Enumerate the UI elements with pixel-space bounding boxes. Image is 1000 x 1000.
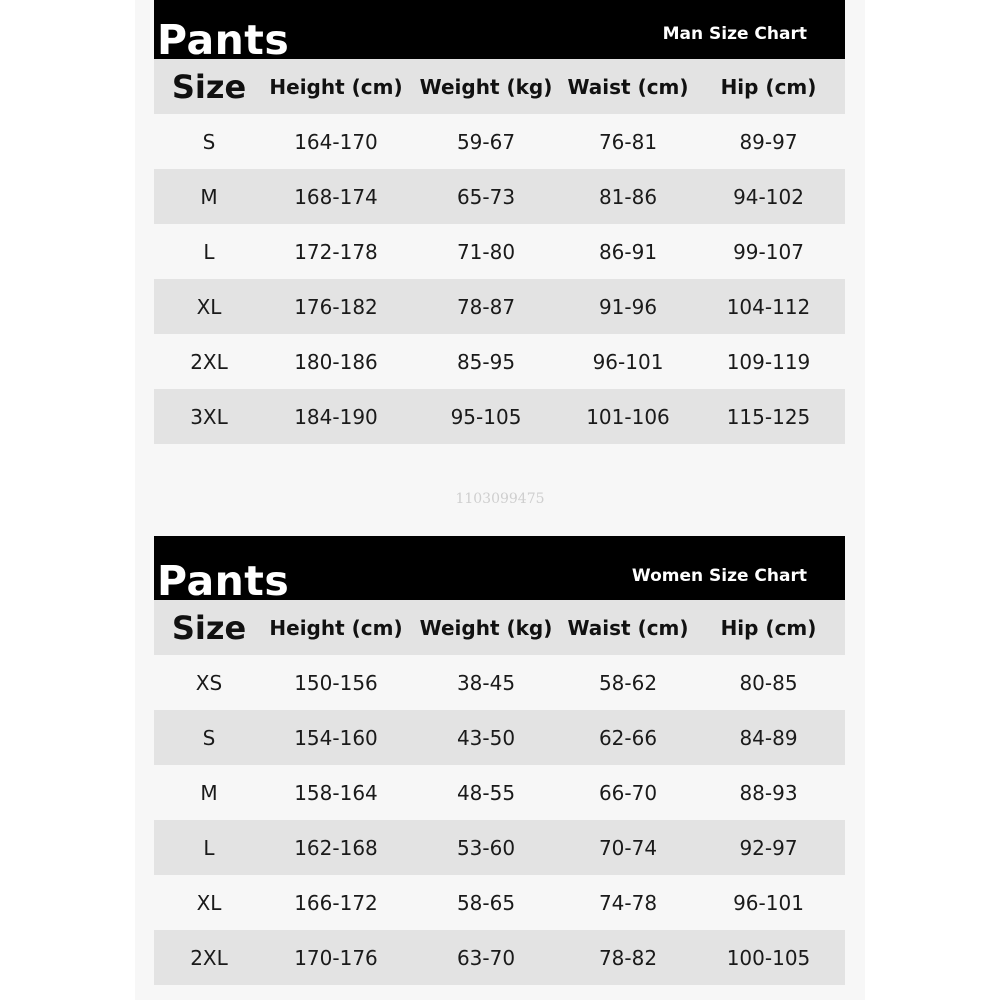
- watermark-text: 1103099475: [455, 491, 545, 507]
- weight-cell: 95-105: [450, 404, 522, 429]
- weight-cell: 71-80: [456, 239, 516, 264]
- size-cell: XS: [195, 670, 223, 695]
- waist-cell: 70-74: [598, 835, 658, 860]
- table-row: [154, 334, 845, 389]
- height-cell: 154-160: [294, 725, 378, 750]
- table-row: [154, 169, 845, 224]
- size-cell: M: [200, 184, 218, 209]
- weight-cell: 85-95: [456, 349, 516, 374]
- waist-cell: 66-70: [598, 780, 658, 805]
- table-row: [154, 389, 845, 444]
- hip-cell: 100-105: [726, 945, 811, 970]
- waist-cell: 74-78: [598, 890, 658, 915]
- weight-cell: 38-45: [456, 670, 516, 695]
- man-size-chart: [154, 0, 845, 444]
- table-row: [154, 875, 845, 930]
- waist-cell: 58-62: [598, 670, 658, 695]
- size-cell: S: [202, 129, 216, 154]
- women-chart-title: Pants: [157, 557, 290, 600]
- height-cell: 168-174: [294, 184, 378, 209]
- height-cell: 180-186: [294, 349, 378, 374]
- table-row: [154, 930, 845, 985]
- weight-cell: 78-87: [456, 294, 516, 319]
- size-cell: XL: [196, 890, 222, 915]
- women-size-chart: [154, 536, 845, 985]
- man-chart-subtitle: Man Size Chart: [662, 24, 807, 44]
- height-cell: 184-190: [294, 404, 378, 429]
- weight-cell: 58-65: [456, 890, 516, 915]
- hip-cell: 80-85: [739, 670, 798, 695]
- size-cell: M: [200, 780, 218, 805]
- women-chart-banner: [154, 536, 845, 600]
- table-row: [154, 279, 845, 334]
- waist-cell: 81-86: [598, 184, 658, 209]
- man-chart-title: Pants: [157, 16, 290, 59]
- header-size: Size: [171, 608, 247, 647]
- women-header-row: [154, 600, 845, 655]
- hip-cell: 92-97: [739, 835, 798, 860]
- header-waist: Waist (cm): [567, 615, 689, 640]
- height-cell: 162-168: [294, 835, 378, 860]
- height-cell: 158-164: [294, 780, 378, 805]
- waist-cell: 86-91: [598, 239, 658, 264]
- hip-cell: 94-102: [733, 184, 804, 209]
- height-cell: 170-176: [294, 945, 378, 970]
- header-weight: Weight (kg): [419, 74, 553, 99]
- height-cell: 166-172: [294, 890, 378, 915]
- header-hip: Hip (cm): [720, 615, 817, 640]
- women-chart-subtitle: Women Size Chart: [631, 566, 807, 586]
- waist-cell: 91-96: [598, 294, 658, 319]
- hip-cell: 104-112: [726, 294, 811, 319]
- man-header-row: [154, 59, 845, 114]
- man-chart-banner: [154, 0, 845, 59]
- height-cell: 176-182: [294, 294, 378, 319]
- hip-cell: 96-101: [733, 890, 804, 915]
- header-size: Size: [171, 67, 247, 106]
- waist-cell: 78-82: [598, 945, 658, 970]
- weight-cell: 63-70: [456, 945, 516, 970]
- header-height: Height (cm): [269, 615, 403, 640]
- hip-cell: 109-119: [726, 349, 811, 374]
- header-height: Height (cm): [269, 74, 403, 99]
- height-cell: 150-156: [294, 670, 378, 695]
- size-cell: XL: [196, 294, 222, 319]
- table-row: [154, 820, 845, 875]
- table-row: [154, 114, 845, 169]
- hip-cell: 84-89: [739, 725, 798, 750]
- size-cell: 2XL: [190, 945, 228, 970]
- weight-cell: 59-67: [456, 129, 516, 154]
- weight-cell: 48-55: [456, 780, 516, 805]
- waist-cell: 101-106: [586, 404, 670, 429]
- size-cell: 2XL: [190, 349, 228, 374]
- hip-cell: 88-93: [739, 780, 798, 805]
- size-cell: L: [203, 239, 215, 264]
- weight-cell: 65-73: [456, 184, 516, 209]
- table-row: [154, 224, 845, 279]
- height-cell: 164-170: [294, 129, 378, 154]
- size-cell: 3XL: [190, 404, 228, 429]
- hip-cell: 99-107: [733, 239, 804, 264]
- size-cell: S: [202, 725, 216, 750]
- size-cell: L: [203, 835, 215, 860]
- header-weight: Weight (kg): [419, 615, 553, 640]
- hip-cell: 115-125: [726, 404, 811, 429]
- header-hip: Hip (cm): [720, 74, 817, 99]
- weight-cell: 43-50: [456, 725, 516, 750]
- height-cell: 172-178: [294, 239, 378, 264]
- table-row: [154, 765, 845, 820]
- table-row: [154, 710, 845, 765]
- waist-cell: 62-66: [598, 725, 658, 750]
- header-waist: Waist (cm): [567, 74, 689, 99]
- waist-cell: 96-101: [592, 349, 664, 374]
- waist-cell: 76-81: [598, 129, 658, 154]
- table-row: [154, 655, 845, 710]
- hip-cell: 89-97: [739, 129, 798, 154]
- weight-cell: 53-60: [456, 835, 516, 860]
